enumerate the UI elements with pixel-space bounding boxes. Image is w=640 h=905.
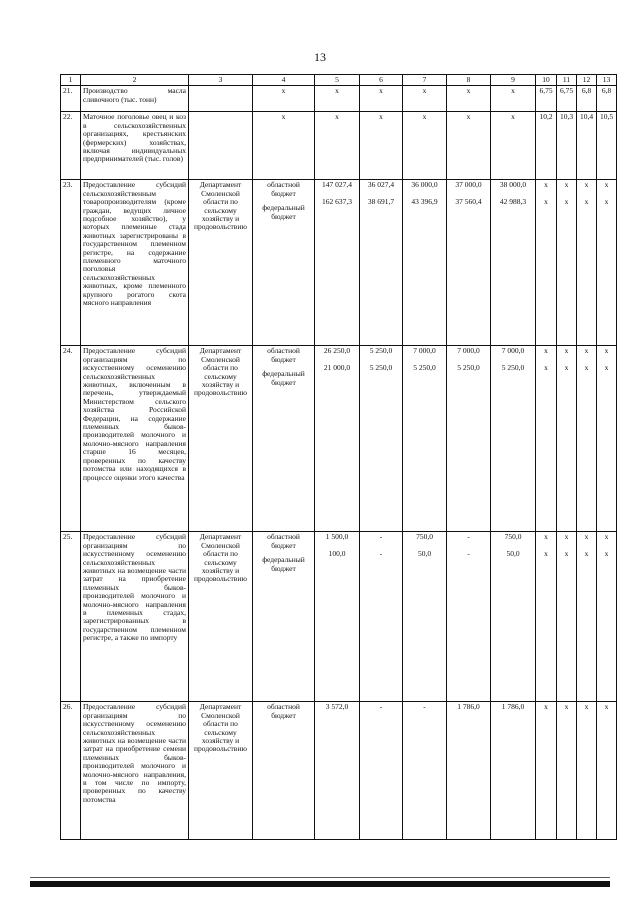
program-table: [60, 74, 617, 840]
value-cell-c7: [403, 346, 447, 532]
value-cell-c5: [315, 180, 360, 346]
row-description: Предоставление субсидий организациям по искусственному осеменению сельскохозяйственных животных на возмещение части затрат на приобретение племенных быков-производителей молочного и молочно-мясного направления в племенных стадах, зарегистрированных в государственном племенном регистре, а также по импорту: [81, 532, 189, 702]
value-cell-c10-value: 6,75: [539, 86, 553, 96]
value-cell-c12-value: х: [584, 702, 589, 712]
value-cell-c7-value: х: [422, 86, 427, 96]
value-cell-c5-value: 3 572,0: [325, 702, 349, 712]
value-cell-c8: [447, 346, 491, 532]
value-cell-c7-value: 43 396,9: [411, 197, 438, 207]
value-cell-c10: [536, 702, 557, 840]
value-cell-c6-value: 38 691,7: [367, 197, 395, 207]
value-cell-c9: [491, 702, 536, 840]
header-cell: 4: [253, 75, 315, 86]
bottom-bar: [30, 881, 610, 887]
value-cell-c5-value: х: [335, 86, 339, 96]
row-number: 22.: [61, 112, 81, 180]
value-cell-c12: [577, 702, 597, 840]
value-cell-c12: [577, 532, 597, 702]
value-cell-c6: [360, 532, 403, 702]
value-cell-c5: [315, 532, 360, 702]
value-cell-c11-value: х: [564, 197, 569, 207]
value-cell-c11: [557, 346, 577, 532]
value-cell-c7-value: 5 250,0: [413, 363, 436, 373]
value-cell-c11-value: х: [564, 180, 569, 190]
row-description: Маточное поголовье овец и коз в сельскохозяйственных организациях, крестьянских (фермерских) хозяйствах, включая индивидуальных предпринимателей (тыс. голов): [81, 112, 189, 180]
value-cell-c7: [403, 112, 447, 180]
value-cell-c13-value: 6,8: [601, 86, 612, 96]
value-cell-c7: [403, 532, 447, 702]
value-cell-c13: [597, 86, 617, 112]
value-cell-c8-value: -: [467, 532, 470, 542]
value-cell-c11-value: х: [564, 346, 569, 356]
header-cell: 2: [81, 75, 189, 86]
header-cell: 6: [360, 75, 403, 86]
value-cell-c9: [491, 112, 536, 180]
row-department: [189, 86, 253, 112]
header-cell: 8: [447, 75, 491, 86]
row-department: Департамент Смоленской области по сельскому хозяйству и продовольствию: [189, 180, 253, 346]
value-cell-c6-value: х: [379, 112, 383, 122]
row-description: Производство масла сливочного (тыс. тонн): [81, 86, 189, 112]
value-cell-c12-value: 10,4: [579, 112, 594, 122]
value-cell-c7-value: х: [422, 112, 427, 122]
value-cell-c9: [491, 180, 536, 346]
value-cell-c6-value: х: [379, 86, 383, 96]
value-cell-c10-value: х: [544, 532, 548, 542]
value-cell-c5-value: 1 500,0: [325, 532, 349, 542]
table-row: [61, 180, 617, 346]
value-cell-c6-value: -: [379, 549, 383, 559]
value-cell-c8-value: 7 000,0: [457, 346, 480, 356]
value-cell-c10-value: х: [544, 363, 548, 373]
funding-source-value: областной бюджет: [267, 702, 300, 720]
value-cell-c9-value: 5 250,0: [501, 363, 525, 373]
header-cell: 12: [577, 75, 597, 86]
value-cell-c5: [315, 346, 360, 532]
row-number: 24.: [61, 346, 81, 532]
value-cell-c9: [491, 346, 536, 532]
value-cell-c13: [597, 532, 617, 702]
value-cell-c12-value: х: [584, 363, 589, 373]
value-cell-c12: [577, 180, 597, 346]
value-cell-c7: [403, 702, 447, 840]
funding-source-value: х: [281, 112, 286, 122]
value-cell-c11-value: х: [564, 532, 569, 542]
row-number: 23.: [61, 180, 81, 346]
funding-source: [253, 86, 315, 112]
value-cell-c7: [403, 180, 447, 346]
value-cell-c5-value: 162 637,3: [322, 197, 352, 207]
header-cell: 7: [403, 75, 447, 86]
row-department: Департамент Смоленской области по сельскому хозяйству и продовольствию: [189, 532, 253, 702]
header-cell: 13: [597, 75, 617, 86]
header-cell: 5: [315, 75, 360, 86]
value-cell-c6: [360, 180, 403, 346]
value-cell-c9-value: 750,0: [504, 532, 522, 542]
value-cell-c5-value: 147 027,4: [322, 180, 352, 190]
table-row: [61, 112, 617, 180]
value-cell-c8: [447, 532, 491, 702]
value-cell-c13-value: х: [604, 180, 609, 190]
value-cell-c8-value: -: [467, 549, 470, 559]
value-cell-c9-value: х: [511, 112, 515, 122]
value-cell-c11: [557, 532, 577, 702]
value-cell-c8-value: х: [466, 112, 471, 122]
value-cell-c8-value: х: [466, 86, 471, 96]
header-row: [61, 75, 617, 86]
value-cell-c6: [360, 112, 403, 180]
value-cell-c7-value: 750,0: [416, 532, 433, 542]
value-cell-c10: [536, 180, 557, 346]
value-cell-c6-value: -: [379, 702, 383, 712]
value-cell-c9-value: 1 786,0: [501, 702, 525, 712]
value-cell-c5: [315, 86, 360, 112]
value-cell-c10-value: 10,2: [539, 112, 553, 122]
value-cell-c7-value: 36 000,0: [411, 180, 438, 190]
table-row: [61, 702, 617, 840]
row-department: Департамент Смоленской области по сельскому хозяйству и продовольствию: [189, 702, 253, 840]
funding-source-value: федеральный бюджет: [262, 203, 305, 221]
value-cell-c12: [577, 86, 597, 112]
bottom-line: [30, 877, 610, 878]
value-cell-c11-value: х: [564, 363, 569, 373]
value-cell-c11: [557, 86, 577, 112]
row-number: 25.: [61, 532, 81, 702]
funding-source-value: областной бюджет: [267, 346, 300, 364]
value-cell-c13-value: х: [604, 197, 609, 207]
value-cell-c11: [557, 702, 577, 840]
value-cell-c12-value: х: [584, 197, 589, 207]
value-cell-c11-value: х: [564, 702, 569, 712]
value-cell-c11: [557, 112, 577, 180]
header-cell: 9: [491, 75, 536, 86]
value-cell-c10-value: х: [544, 549, 548, 559]
value-cell-c6: [360, 86, 403, 112]
value-cell-c11: [557, 180, 577, 346]
value-cell-c8-value: 37 560,4: [455, 197, 482, 207]
value-cell-c12-value: х: [584, 346, 589, 356]
value-cell-c13-value: х: [604, 532, 609, 542]
value-cell-c12-value: х: [584, 180, 589, 190]
value-cell-c5: [315, 112, 360, 180]
table-row: [61, 86, 617, 112]
value-cell-c11-value: 6,75: [559, 86, 574, 96]
value-cell-c13: [597, 180, 617, 346]
value-cell-c6-value: 5 250,0: [369, 363, 393, 373]
funding-source: [253, 346, 315, 532]
value-cell-c5-value: х: [335, 112, 339, 122]
value-cell-c8-value: 1 786,0: [457, 702, 480, 712]
row-description: Предоставление субсидий организациям по искусственному осеменению сельскохозяйственных животных на возмещение части затрат на приобретение семени племенных быков-производителей молочного и молочно-мясного направления, в том числе по импорту, проверенных по качеству потомства: [81, 702, 189, 840]
header-cell: 1: [61, 75, 81, 86]
value-cell-c5-value: 100,0: [328, 549, 346, 559]
value-cell-c5-value: 26 250,0: [323, 346, 351, 356]
value-cell-c9-value: х: [511, 86, 515, 96]
row-number: 21.: [61, 86, 81, 112]
value-cell-c10: [536, 346, 557, 532]
value-cell-c7-value: 50,0: [417, 549, 432, 559]
value-cell-c12: [577, 346, 597, 532]
funding-source: [253, 112, 315, 180]
value-cell-c8-value: 37 000,0: [455, 180, 482, 190]
funding-source-value: областной бюджет: [267, 532, 300, 550]
value-cell-c8: [447, 112, 491, 180]
value-cell-c9-value: 7 000,0: [501, 346, 525, 356]
value-cell-c8: [447, 180, 491, 346]
value-cell-c10: [536, 112, 557, 180]
header-cell: 11: [557, 75, 577, 86]
value-cell-c9: [491, 532, 536, 702]
value-cell-c9: [491, 86, 536, 112]
row-description: Предоставление субсидий организациям по искусственному осеменению сельскохозяйственных животных, включенным в перечень, утверждаемый Министерством сельского хозяйства Российской Федерации, на содержание племенных быков-производителей молочного и молочно-мясного направления старше 16 месяцев, проверенных по качеству потомства или находящихся в процессе оценки этого качества: [81, 346, 189, 532]
value-cell-c10-value: х: [544, 197, 548, 207]
value-cell-c13-value: 10,5: [599, 112, 614, 122]
value-cell-c12-value: х: [584, 549, 589, 559]
value-cell-c13: [597, 346, 617, 532]
value-cell-c9-value: 42 988,3: [499, 197, 527, 207]
value-cell-c9-value: 38 000,0: [499, 180, 527, 190]
value-cell-c7: [403, 86, 447, 112]
value-cell-c10-value: х: [544, 180, 548, 190]
value-cell-c13-value: х: [604, 549, 609, 559]
value-cell-c12: [577, 112, 597, 180]
value-cell-c12-value: 6,8: [581, 86, 592, 96]
funding-source-value: федеральный бюджет: [262, 369, 305, 387]
value-cell-c6-value: 5 250,0: [369, 346, 393, 356]
value-cell-c6: [360, 702, 403, 840]
value-cell-c13-value: х: [604, 346, 609, 356]
value-cell-c5: [315, 702, 360, 840]
row-number: 26.: [61, 702, 81, 840]
table-row: [61, 346, 617, 532]
header-cell: 3: [189, 75, 253, 86]
value-cell-c9-value: 50,0: [506, 549, 520, 559]
value-cell-c8: [447, 86, 491, 112]
row-description: Предоставление субсидий сельскохозяйственным товаропроизводителям (кроме граждан, ведущих личное подсобное хозяйство), у которых племенные стада животных зарегистрированы в государственном племенном регистре, на содержание племенного маточного поголовья сельскохозяйственных животных, кроме племенного крупного рогатого скота мясного направления: [81, 180, 189, 346]
value-cell-c5-value: 21 000,0: [323, 363, 351, 373]
value-cell-c12-value: х: [584, 532, 589, 542]
funding-source-value: областной бюджет: [267, 180, 300, 198]
value-cell-c6-value: 36 027,4: [367, 180, 395, 190]
funding-source: [253, 702, 315, 840]
value-cell-c10-value: х: [544, 702, 548, 712]
table-row: [61, 532, 617, 702]
value-cell-c8-value: 5 250,0: [457, 363, 480, 373]
value-cell-c11-value: 10,3: [559, 112, 574, 122]
header-cell: 10: [536, 75, 557, 86]
value-cell-c7-value: -: [423, 702, 426, 712]
row-department: [189, 112, 253, 180]
funding-source: [253, 532, 315, 702]
value-cell-c7-value: 7 000,0: [413, 346, 436, 356]
value-cell-c6: [360, 346, 403, 532]
value-cell-c13: [597, 112, 617, 180]
value-cell-c13-value: х: [604, 702, 609, 712]
value-cell-c10-value: х: [544, 346, 548, 356]
page-number: 13: [314, 50, 326, 64]
row-department: Департамент Смоленской области по сельскому хозяйству и продовольствию: [189, 346, 253, 532]
value-cell-c6-value: -: [379, 532, 383, 542]
funding-source-value: федеральный бюджет: [262, 555, 305, 573]
value-cell-c13-value: х: [604, 363, 609, 373]
funding-source-value: х: [281, 86, 286, 96]
value-cell-c10: [536, 86, 557, 112]
table-body: [61, 75, 617, 840]
value-cell-c10: [536, 532, 557, 702]
value-cell-c13: [597, 702, 617, 840]
value-cell-c11-value: х: [564, 549, 569, 559]
value-cell-c8: [447, 702, 491, 840]
funding-source: [253, 180, 315, 346]
